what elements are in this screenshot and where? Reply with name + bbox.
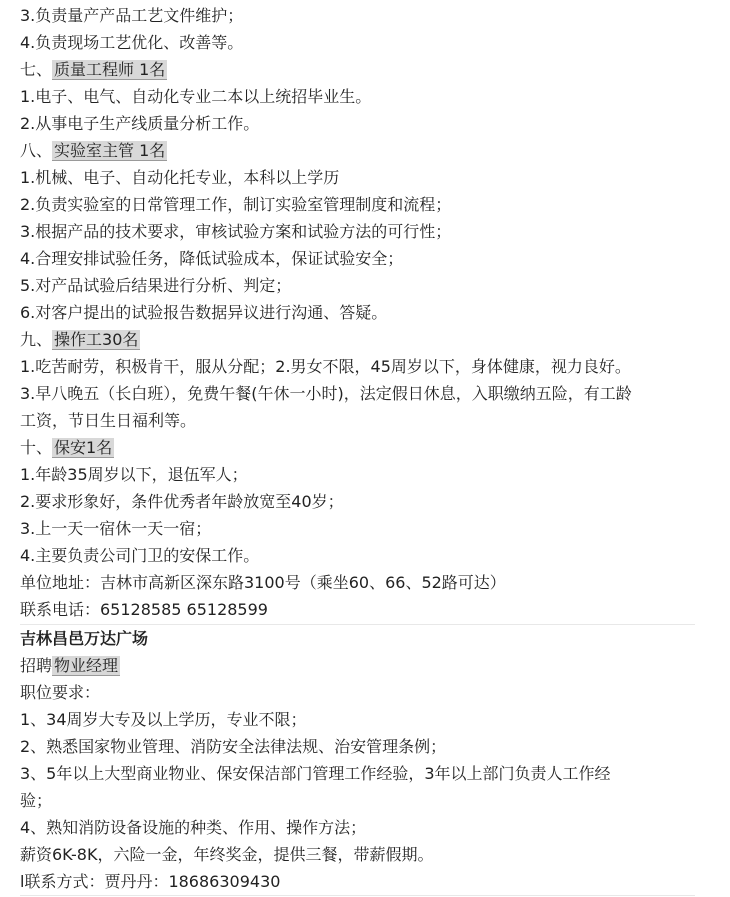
- text-line: 5.对产品试验后结果进行分析、判定；: [20, 276, 292, 295]
- text-line: 1、34周岁大专及以上学历，专业不限；: [20, 710, 307, 729]
- text-line: 1.机械、电子、自动化托专业，本科以上学历: [20, 168, 340, 187]
- text-line: 3.负责量产产品工艺文件维护；: [20, 6, 244, 25]
- text-line: 1.年龄35周岁以下，退伍军人；: [20, 465, 248, 484]
- divider: [20, 895, 695, 896]
- text-line: 3.早八晚五（长白班），免费午餐(午休一小时)，法定假日休息，入职缴纳五险，有工龄: [20, 384, 632, 403]
- text-line: 3.根据产品的技术要求，审核试验方案和试验方法的可行性；: [20, 222, 452, 241]
- text-line: 2、熟悉国家物业管理、消防安全法律法规、治安管理条例；: [20, 737, 447, 756]
- heading-prefix: 十、: [20, 438, 53, 457]
- heading-prefix: 八、: [20, 141, 53, 160]
- job-title-highlight: 物业经理: [54, 656, 119, 675]
- text-line: 验；: [20, 791, 53, 810]
- heading-prefix: 九、: [20, 330, 53, 349]
- text-line: 1.吃苦耐劳，积极肯干，服从分配；2.男女不限，45周岁以下，身体健康，视力良好。: [20, 357, 631, 376]
- section-heading: [20, 56, 710, 83]
- text-line: 4.合理安排试验任务，降低试验成本，保证试验安全；: [20, 249, 404, 268]
- contact-line: l联系方式：贾丹丹：18686309430: [20, 872, 281, 891]
- phone-line: 联系电话：65128585 65128599: [20, 600, 268, 619]
- job-title-highlight: 实验室主管 1名: [54, 141, 166, 160]
- salary-line: 薪资6K-8K，六险一金，年终奖金，提供三餐，带薪假期。: [20, 845, 434, 864]
- section-heading: [20, 434, 710, 461]
- text-line: 1.电子、电气、自动化专业二本以上统招毕业生。: [20, 87, 372, 106]
- heading-prefix: 七、: [20, 60, 53, 79]
- job-title-highlight: 操作工30名: [54, 330, 139, 349]
- text-line: 2.要求形象好，条件优秀者年龄放宽至40岁；: [20, 492, 344, 511]
- text-line: 4.主要负责公司门卫的安保工作。: [20, 546, 260, 565]
- text-line: 4、熟知消防设备设施的种类、作用、操作方法；: [20, 818, 367, 837]
- requirements-label: 职位要求：: [20, 683, 101, 702]
- text-line: 6.对客户提出的试验报告数据异议进行沟通、答疑。: [20, 303, 388, 322]
- text-line: 4.负责现场工艺优化、改善等。: [20, 33, 244, 52]
- text-line: 3、5年以上大型商业物业、保安保洁部门管理工作经验，3年以上部门负责人工作经: [20, 764, 611, 783]
- section-heading: [20, 326, 710, 353]
- job-title-highlight: 保安1名: [54, 438, 113, 457]
- address-line: 单位地址：吉林市高新区深东路3100号（乘坐60、66、52路可达）: [20, 573, 506, 592]
- section-heading: [20, 137, 710, 164]
- company-name: 吉林昌邑万达广场: [20, 629, 149, 648]
- job-heading: [20, 652, 710, 679]
- text-line: 3.上一天一宿休一天一宿；: [20, 519, 212, 538]
- text-line: 2.从事电子生产线质量分析工作。: [20, 114, 260, 133]
- job-title-highlight: 质量工程师 1名: [54, 60, 166, 79]
- text-line: 工资，节日生日福利等。: [20, 411, 197, 430]
- job-prefix: 招聘: [20, 656, 53, 675]
- text-line: 2.负责实验室的日常管理工作，制订实验室管理制度和流程；: [20, 195, 452, 214]
